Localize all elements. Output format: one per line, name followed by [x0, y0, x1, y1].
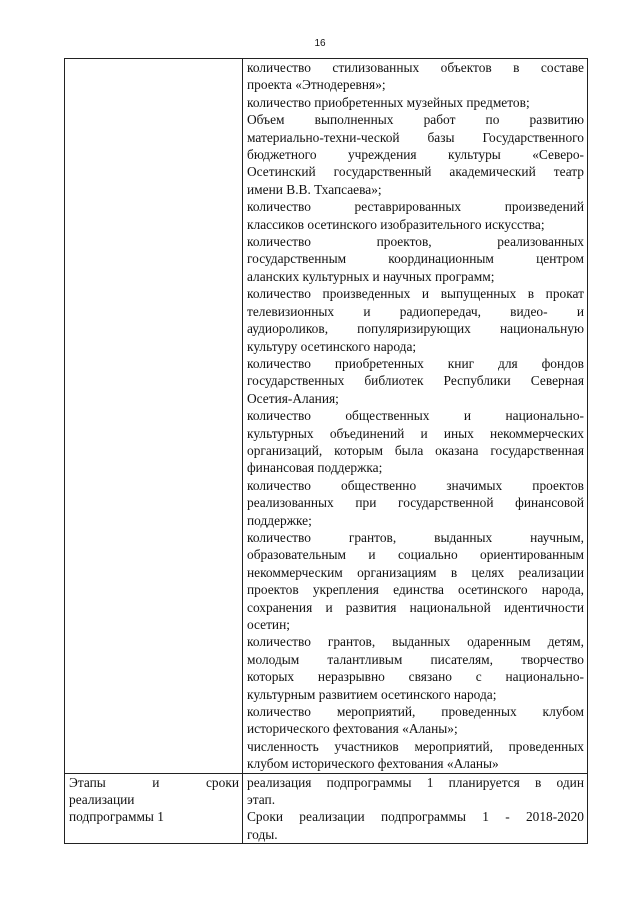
indicator-text-line: аудиороликов, популяризирующих национальную [247, 321, 584, 337]
indicator-text-line: количество общественно значимых проектов [247, 477, 584, 493]
stages-value-line: годы. [247, 826, 278, 842]
stages-value-line: Сроки реализации подпрограммы 1 - 2018-2020 [247, 809, 584, 825]
indicator-text-line: некоммерческим организациям в целях реализации [247, 564, 584, 580]
indicator-text-line: культурных объединений и иных некоммерческих [247, 425, 584, 441]
indicator-text-line: проектов укрепления единства осетинского народа, [247, 582, 584, 598]
indicator-text-line: проекта «Этнодеревня»; [247, 77, 386, 93]
stages-value-line: реализация подпрограммы 1 планируется в один [247, 774, 584, 790]
indicator-text-line: телевизионных и радиопередач, видео- и [247, 303, 584, 319]
indicator-text-line: материально-техни-ческой базы Государственного [247, 129, 584, 145]
indicator-text-line: культуру осетинского народа; [247, 338, 417, 354]
indicator-text-line: финансовая поддержка; [247, 460, 383, 476]
subprogram-passport-table [64, 58, 588, 844]
indicators-label-cell [65, 59, 243, 774]
indicator-text-line: исторического фехтования «Аланы»; [247, 721, 458, 737]
indicator-text-line: сохранения и развития национальной идентичности [247, 599, 584, 615]
stages-label-line: подпрограммы 1 [69, 809, 164, 825]
indicators-text [247, 59, 584, 773]
stages-value-cell [243, 773, 588, 844]
indicator-text-line: молодым талантливым писателям, творчество [247, 651, 584, 667]
indicator-text-line: реализованных при государственной финансовой [247, 495, 584, 511]
indicator-text-line: Осетия-Алания; [247, 390, 339, 406]
indicator-text-line: которых неразрывно связано с национально- [247, 669, 584, 685]
stages-value-text [247, 774, 584, 844]
stages-label-cell [65, 773, 243, 844]
indicator-text-line: осетин; [247, 617, 290, 632]
indicator-text-line: поддержке; [247, 512, 312, 528]
table-row-stages [65, 773, 588, 844]
indicator-text-line: численность участников мероприятий, проведенных [247, 738, 584, 754]
indicator-text-line: количество общественных и национально- [247, 408, 584, 424]
indicators-value-cell [243, 59, 588, 774]
indicator-text-line: Осетинский государственный академический театр [247, 164, 584, 180]
page-number: 16 [314, 38, 326, 49]
stages-label-text [69, 774, 239, 826]
indicator-text-line: аланских культурных и научных программ; [247, 268, 495, 284]
indicator-text-line: имени В.В. Тхапсаева»; [247, 181, 382, 197]
indicator-text-line: клубом исторического фехтования «Аланы» [247, 756, 499, 772]
indicator-text-line: количество приобретенных музейных предметов; [247, 94, 530, 110]
indicator-text-line: государственных библиотек Республики Северная [247, 373, 584, 389]
indicator-text-line: государственным координационным центром [247, 251, 584, 267]
stages-value-line: этап. [247, 792, 276, 808]
indicator-text-line: бюджетного учреждения культуры «Северо- [247, 147, 584, 163]
indicator-text-line: количество реставрированных произведений [247, 199, 584, 215]
indicator-text-line: количество грантов, выданных научным, [247, 529, 584, 545]
indicator-text-line: количество мероприятий, проведенных клубом [247, 704, 584, 720]
indicator-text-line: количество стилизованных объектов в составе [247, 60, 584, 75]
indicator-text-line: организаций, которым была оказана государственная [247, 442, 584, 458]
indicator-text-line: классиков осетинского изобразительного искусства; [247, 216, 545, 232]
stages-label-line: реализации [69, 792, 135, 808]
indicator-text-line: Объем выполненных работ по развитию [247, 112, 584, 128]
indicator-text-line: культурным развитием осетинского народа; [247, 686, 497, 702]
table-row-indicators [65, 59, 588, 774]
indicator-text-line: количество приобретенных книг для фондов [247, 355, 584, 371]
indicator-text-line: количество грантов, выданных одаренным детям, [247, 634, 584, 650]
indicator-text-line: количество произведенных и выпущенных в прокат [247, 286, 584, 302]
indicator-text-line: образовательным и социально ориентированным [247, 547, 584, 563]
indicator-text-line: количество проектов, реализованных [247, 234, 584, 250]
stages-label-line: Этапы и сроки [69, 774, 239, 790]
